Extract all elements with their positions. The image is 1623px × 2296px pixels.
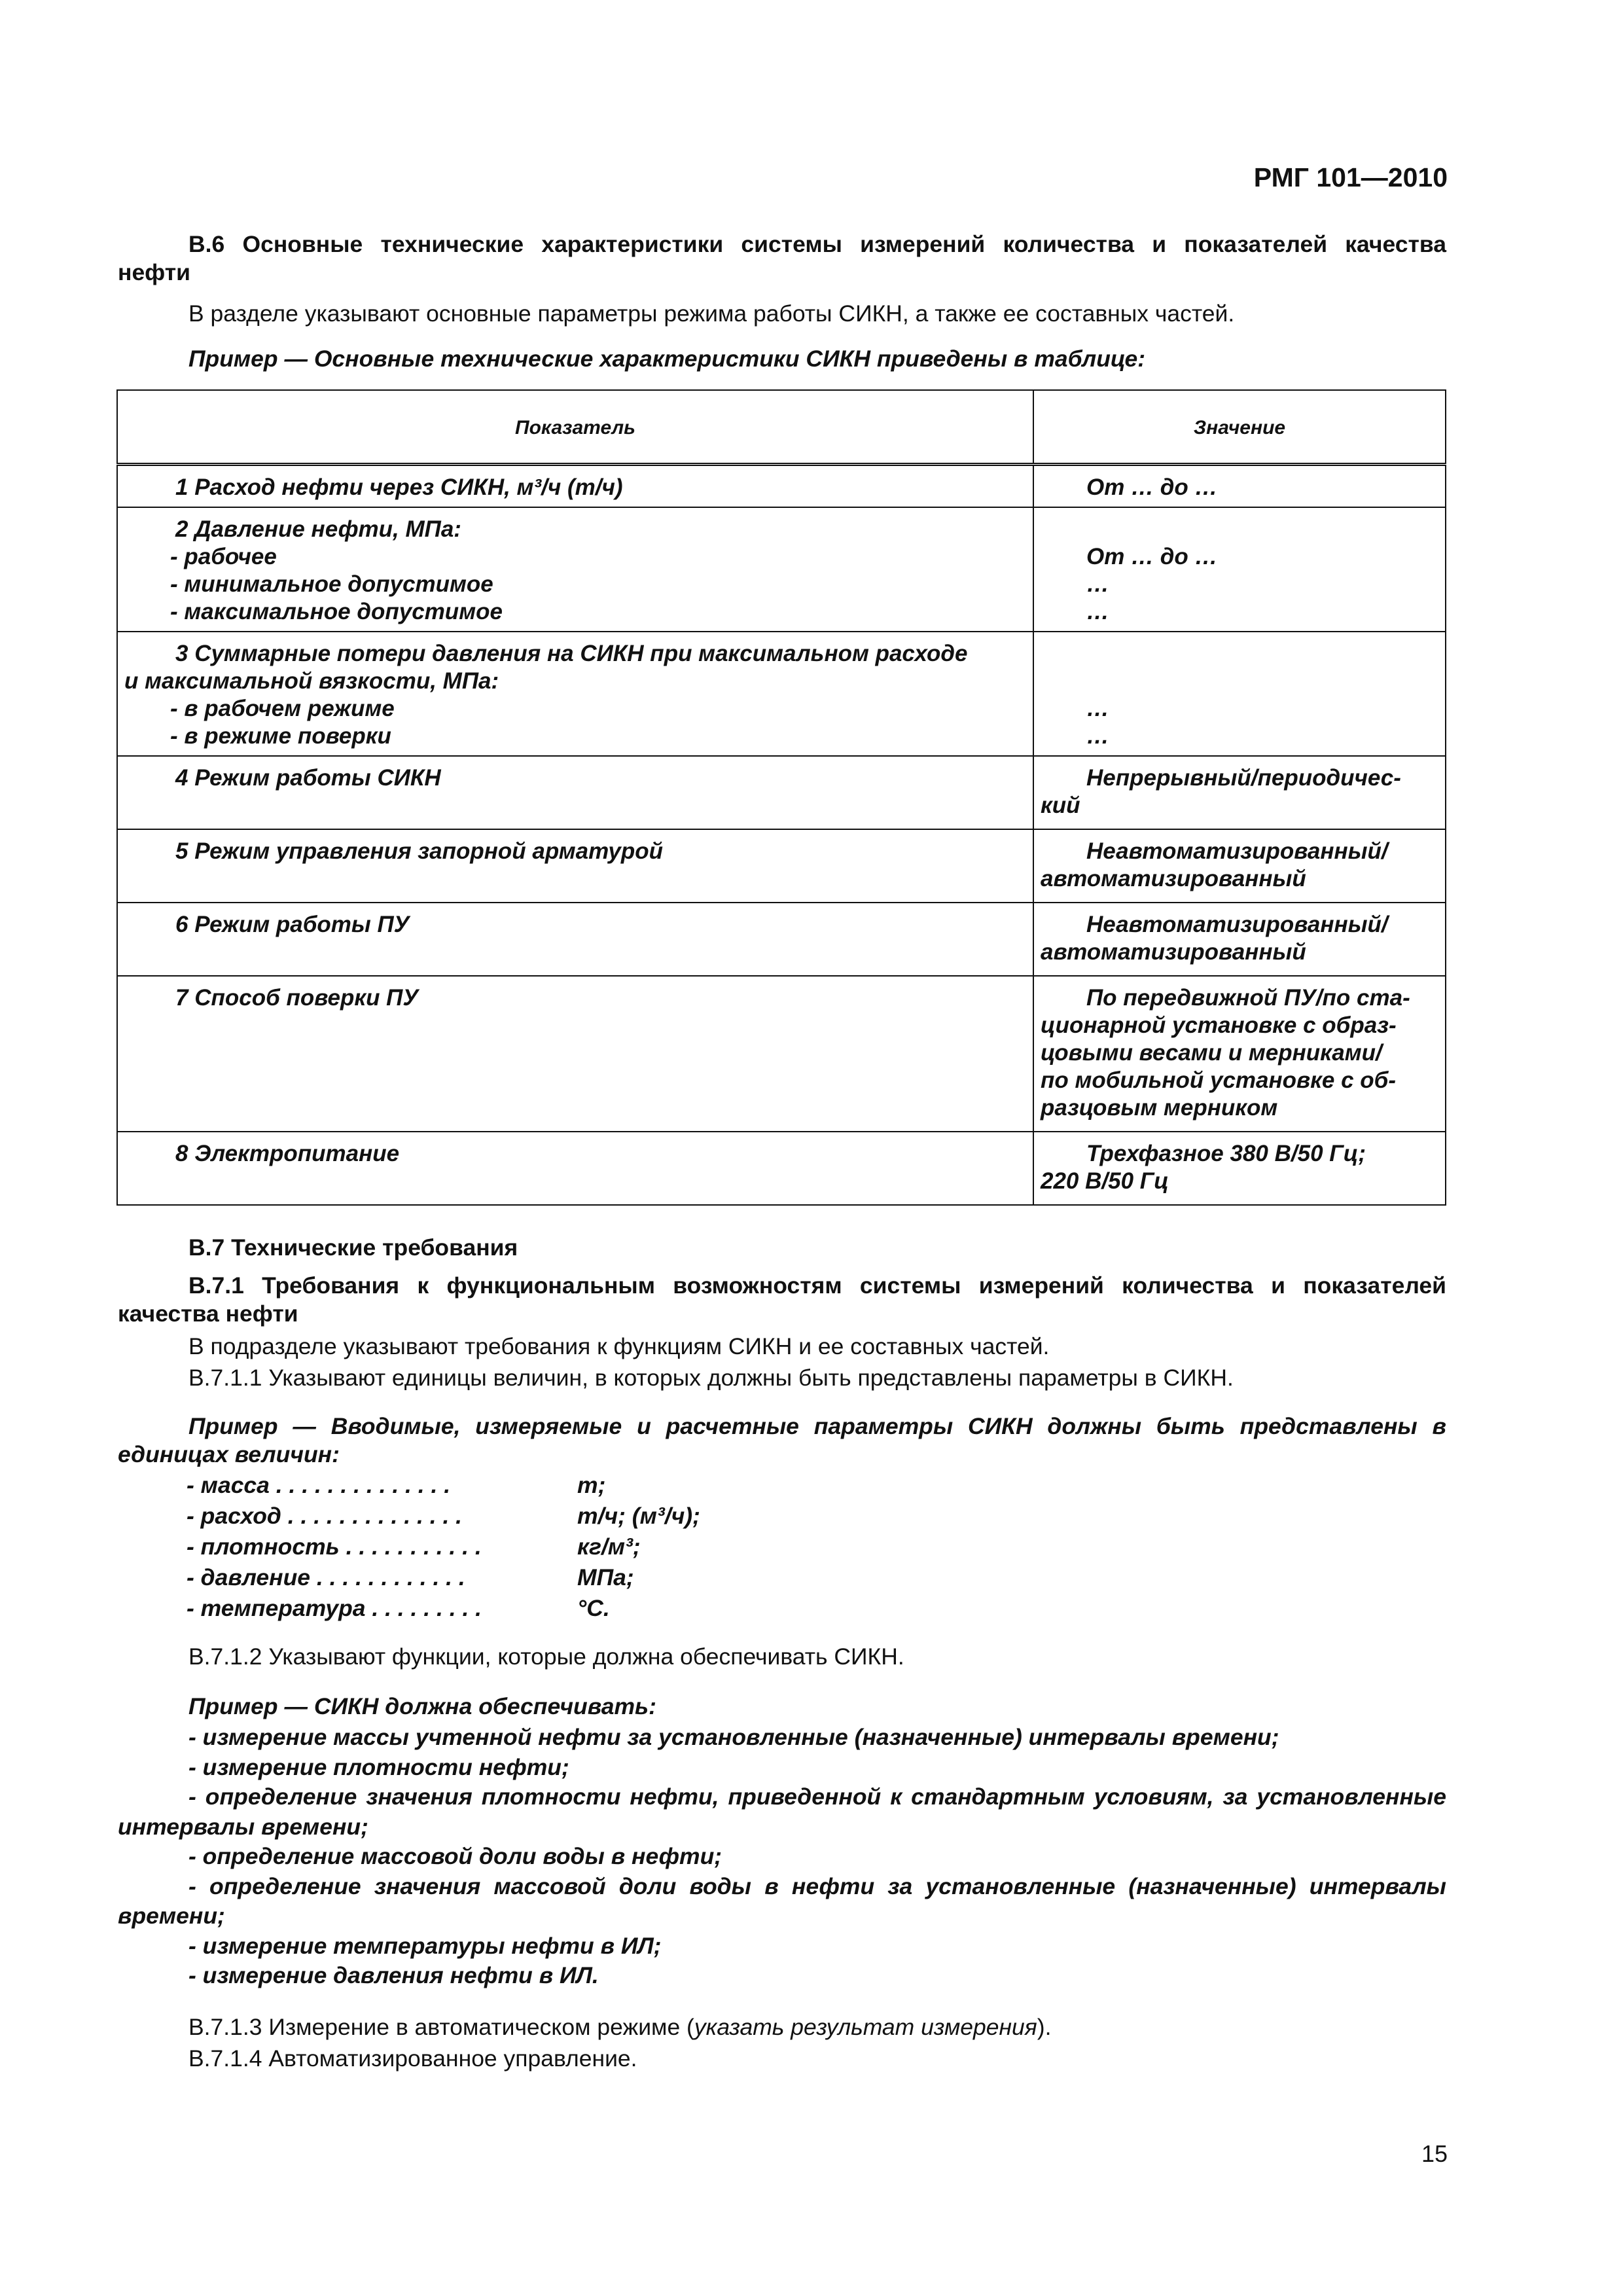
table-row (117, 829, 1446, 903)
unit-value: МПа; (577, 1564, 634, 1590)
table-row (117, 632, 1446, 756)
unit-name: - расход . . . . . . . . . . . . . . (187, 1503, 463, 1529)
row1-param: 1 Расход нефти через СИКН, м³/ч (т/ч) (175, 475, 623, 500)
row6-value-l2: автоматизированный (1041, 939, 1306, 965)
unit-name: - температура . . . . . . . . . (187, 1595, 482, 1621)
unit-name: - масса . . . . . . . . . . . . . . (187, 1472, 451, 1498)
header-parameter: Показатель (117, 390, 1033, 465)
row7-value-l2: ционарной установке с образ- (1041, 1013, 1397, 1038)
list-item: - измерение температуры нефти в ИЛ; (188, 1932, 662, 1959)
section-b6-heading (118, 230, 1446, 287)
paragraph-b713 (118, 2013, 1446, 2041)
row2-sub-1: - рабочее (170, 544, 277, 569)
example-functions-caption: Пример — СИКН должна обеспечивать: (188, 1693, 656, 1719)
list-item: - измерение массы учтенной нефти за установленные (назначенные) интервалы времени; (188, 1724, 1279, 1750)
spec-table (116, 389, 1446, 1206)
section-b6-title-l2: нефти (118, 259, 190, 285)
example-caption: Пример — Основные технические характеристики СИКН приведены в таблице: (188, 346, 1146, 372)
row3-param: 3 Суммарные потери давления на СИКН при максимальном расходе (175, 641, 968, 666)
row7-value-l1: По передвижной ПУ/по ста- (1086, 985, 1410, 1011)
row8-value-l1: Трехфазное 380 В/50 Гц; (1086, 1141, 1366, 1166)
row7-value-l3: цовыми весами и мерниками/ (1041, 1040, 1382, 1066)
table-row (117, 507, 1446, 632)
list-item: - определение массовой доли воды в нефти; (188, 1843, 722, 1869)
table-row (117, 1132, 1446, 1205)
row6-value-l1: Неавтоматизированный/ (1086, 912, 1388, 937)
list-item (187, 1532, 700, 1562)
row2-sub-3: - максимальное допустимое (170, 599, 503, 624)
section-b7-heading: В.7 Технические требования (188, 1234, 518, 1261)
unit-value: °С. (577, 1595, 610, 1621)
paragraph-b713-prefix: В.7.1.3 Измерение в автоматическом режиме ( (188, 2014, 694, 2040)
section-b71-intro: В подразделе указывают требования к функциям СИКН и ее составных частей. (188, 1333, 1050, 1359)
row7-value-l4: по мобильной установке с об- (1041, 1067, 1396, 1093)
row5-param: 5 Режим управления запорной арматурой (175, 838, 663, 864)
row3-value-1: … (1086, 696, 1109, 721)
row4-param: 4 Режим работы СИКН (175, 765, 441, 791)
row2-param: 2 Давление нефти, МПа: (175, 516, 461, 542)
functions-list (118, 1723, 1446, 1991)
table-row (117, 903, 1446, 976)
list-item (187, 1593, 700, 1624)
list-item (187, 1470, 700, 1501)
unit-value: т/ч; (м³/ч); (577, 1503, 700, 1529)
paragraph-b712: В.7.1.2 Указывают функции, которые должна обеспечивать СИКН. (188, 1643, 904, 1670)
unit-name: - плотность . . . . . . . . . . . (187, 1534, 482, 1560)
row3-param-cont: и максимальной вязкости, МПа: (124, 668, 499, 694)
row2-value-3: … (1086, 599, 1109, 624)
list-item (187, 1501, 700, 1532)
example-units-caption: Пример — Вводимые, измеряемые и расчетные параметры СИКН должны быть представлены в единицах величин: (118, 1413, 1446, 1467)
paragraph-b714: В.7.1.4 Автоматизированное управление. (188, 2045, 637, 2072)
list-item: - определение значения плотности нефти, приведенной к стандартным условиям, за установленные интервалы времени; (118, 1784, 1446, 1840)
row2-sub-2: - минимальное допустимое (170, 571, 493, 597)
section-b6-title-l1: Основные технические характеристики системы измерений количества и показателей качества (242, 231, 1446, 257)
units-list (187, 1470, 700, 1624)
row3-sub-1: - в рабочем режиме (170, 696, 395, 721)
paragraph-b713-italic: указать результат измерения (694, 2014, 1037, 2040)
document-code: РМГ 101—2010 (1253, 162, 1448, 192)
row3-value-2: … (1086, 723, 1109, 749)
row5-value-l1: Неавтоматизированный/ (1086, 838, 1388, 864)
section-b71-heading (118, 1272, 1446, 1328)
row7-param: 7 Способ поверки ПУ (175, 985, 419, 1011)
table-header-row (117, 390, 1446, 465)
list-item: - измерение давления нефти в ИЛ. (188, 1962, 599, 1988)
unit-value: кг/м³; (577, 1534, 641, 1560)
list-item (187, 1562, 700, 1593)
page-number: 15 (1421, 2140, 1448, 2167)
row2-value-1: От … до … (1086, 544, 1218, 569)
list-item: - определение значения массовой доли воды в нефти за установленные (назначенные) интервалы времени; (118, 1873, 1446, 1929)
row3-sub-2: - в режиме поверки (170, 723, 391, 749)
section-b6-number: В.6 (188, 231, 225, 257)
row7-value-l5: разцовым мерником (1041, 1095, 1278, 1121)
row8-param: 8 Электропитание (175, 1141, 400, 1166)
table-row (117, 465, 1446, 508)
row5-value-l2: автоматизированный (1041, 866, 1306, 891)
section-b71-heading-l1: В.7.1 Требования к функциональным возможностям системы измерений количества и показателей (188, 1272, 1446, 1299)
row4-value-l2: кий (1041, 793, 1080, 818)
unit-value: т; (577, 1472, 606, 1498)
unit-name: - давление . . . . . . . . . . . . (187, 1564, 465, 1590)
table-row (117, 756, 1446, 829)
paragraph-b711: В.7.1.1 Указывают единицы величин, в которых должны быть представлены параметры в СИКН. (188, 1365, 1234, 1391)
header-value: Значение (1033, 390, 1446, 465)
row4-value-l1: Непрерывный/периодичес- (1086, 765, 1401, 791)
section-b6-intro: В разделе указывают основные параметры режима работы СИКН, а также ее составных частей. (188, 300, 1235, 327)
row2-value-2: … (1086, 571, 1109, 597)
table-row (117, 976, 1446, 1132)
row6-param: 6 Режим работы ПУ (175, 912, 410, 937)
section-b71-heading-l2: качества нефти (118, 1300, 298, 1327)
row1-value: От … до … (1086, 475, 1218, 500)
row8-value-l2: 220 В/50 Гц (1041, 1168, 1169, 1194)
paragraph-b713-suffix: ). (1037, 2014, 1052, 2040)
list-item: - измерение плотности нефти; (188, 1753, 569, 1780)
